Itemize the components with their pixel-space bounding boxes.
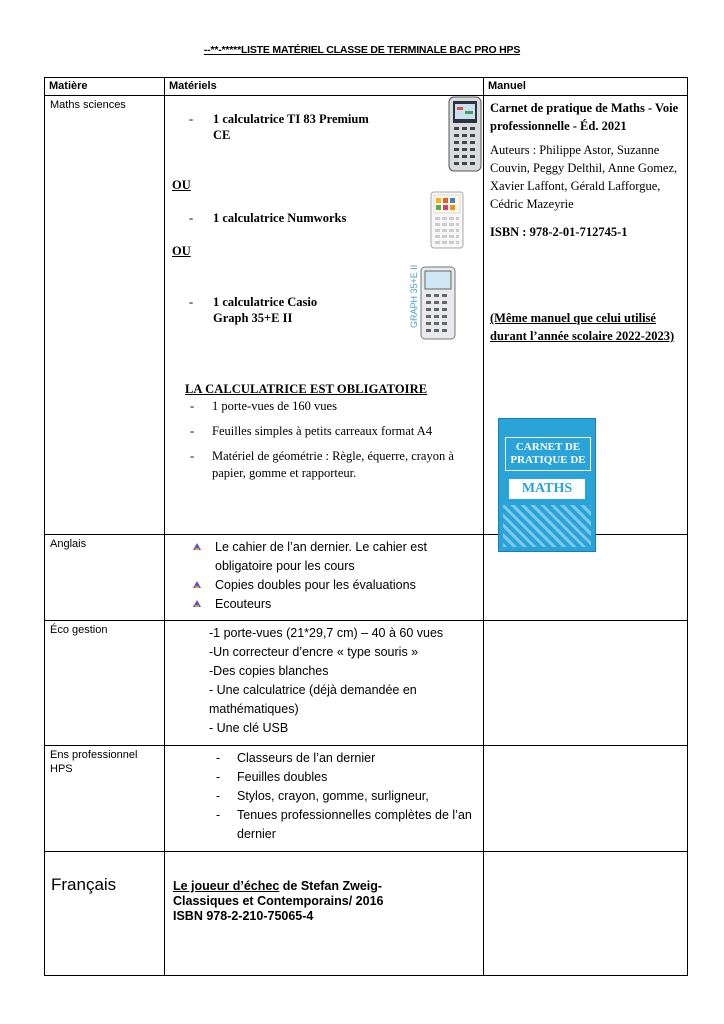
numworks-calculator-icon [430,191,464,249]
subject-ens: Ens professionnel HPS [45,746,165,852]
dash: - [189,295,194,309]
subject-maths: Maths sciences [45,96,165,535]
item-text: Le cahier de l’an dernier. Le cahier est obligatoire pour les cours [215,540,427,573]
list-item [216,749,473,768]
book-cover-title [505,437,591,471]
supplies-table [44,77,688,976]
manuel-note: (Même manuel que celui utilisé durant l’année scolaire 2022-2023) [490,311,675,343]
manuel-maths [484,96,688,535]
header-manuel: Manuel [484,78,688,96]
francais-book [173,879,384,924]
calc-casio [189,294,318,326]
list-item: -Un correcteur d’encre « type souris » [209,645,419,659]
list-item [190,423,477,440]
bullet-icon [193,543,201,550]
book-cover-image [498,418,596,552]
ens-items-list [216,749,473,844]
francais-author: de Stefan Zweig- [279,879,383,893]
item-text: 1 porte-vues de 160 vues [212,399,337,413]
calc-ti83 [189,111,369,143]
casio-calculator-icon [411,266,457,340]
manuel-info [490,99,686,343]
manuel-ens [484,746,688,852]
materiels-francais [165,852,484,976]
list-item [190,448,477,482]
materiels-ens [165,746,484,852]
calculator-mandatory-notice: LA CALCULATRICE EST OBLIGATOIRE [185,382,428,396]
manuel-eco [484,621,688,746]
calc-ti83-line2: CE [213,128,231,142]
ou-label-1: OU [172,178,191,192]
item-text: Classeurs de l’an dernier [237,751,376,765]
item-text: Matériel de géométrie : Règle, équerre, crayon à papier, gomme et rapporteur. [212,449,454,480]
anglais-items-list [215,538,470,614]
item-text: Copies doubles pour les évaluations [215,578,416,592]
header-matiere: Matière [45,78,165,96]
bullet-icon [193,581,201,588]
dash: - [190,449,195,463]
item-text: Ecouteurs [215,597,272,611]
francais-book-title: Le joueur d’échec [173,879,280,893]
list-item: mathématiques) [209,702,299,716]
subject-eco: Éco gestion [45,621,165,746]
list-item [216,787,473,806]
book-cover-line1: CARNET DE [515,441,581,453]
dash: - [216,770,221,784]
bullet-icon [193,600,201,607]
page-title: --**-*****LISTE MATÉRIEL CLASSE DE TERMINALE BAC PRO HPS [203,44,521,56]
manuel-title: Carnet de pratique de Maths - Voie professionnelle - Éd. 2021 [490,101,679,133]
item-text: Feuilles simples à petits carreaux format A4 [212,424,433,438]
list-item: -1 porte-vues (21*29,7 cm) – 40 à 60 vues [209,626,444,640]
row-francais [45,852,688,976]
book-cover-doodle [503,505,591,547]
ti83-calculator-icon [447,96,483,172]
dash: - [190,399,195,413]
header-materiels: Matériels [165,78,484,96]
list-item: -Des copies blanches [209,664,329,678]
list-item [215,595,470,614]
header-row [45,78,688,96]
manuel-authors: Auteurs : Philippe Astor, Suzanne Couvin, Peggy Delthil, Anne Gomez, Xavier Laffont, Gérald Lafforgue, Cédric Mazeyrie [490,143,678,211]
dash: - [216,751,221,765]
calc-ti83-line1: 1 calculatrice TI 83 Premium [213,112,369,126]
item-text: Feuilles doubles [237,770,328,784]
book-cover-maths: MATHS [509,479,585,499]
francais-isbn: ISBN 978-2-210-75065-4 [173,909,314,923]
calc-casio-line2: Graph 35+E II [213,311,293,325]
subject-francais: Français [45,852,165,976]
list-item [215,538,470,576]
list-item: - Une calculatrice (déjà demandée en [209,683,417,697]
dash: - [216,789,221,803]
manuel-isbn: ISBN : 978-2-01-712745-1 [490,225,628,239]
dash: - [216,808,221,822]
item-text: Stylos, crayon, gomme, surligneur, [237,789,429,803]
eco-items-list [209,624,443,738]
dash: - [189,211,194,225]
dash: - [189,112,194,126]
svg-text:GRAPH 35+E II: GRAPH 35+E II [409,264,419,328]
list-item [216,768,473,787]
materiels-anglais [165,535,484,621]
list-item [216,806,473,844]
row-eco [45,621,688,746]
row-ens [45,746,688,852]
materiels-maths [165,96,484,535]
list-item [215,576,470,595]
materiels-eco [165,621,484,746]
calc-numworks [189,210,347,226]
maths-items-list [190,398,477,490]
dash: - [190,424,195,438]
ou-label-2: OU [172,244,191,258]
list-item [190,398,477,415]
calc-casio-line1: 1 calculatrice Casio [213,295,318,309]
manuel-francais [484,852,688,976]
subject-anglais: Anglais [45,535,165,621]
francais-edition: Classiques et Contemporains/ 2016 [173,894,384,908]
calc-numworks-line: 1 calculatrice Numworks [213,211,347,225]
book-cover-line2: PRATIQUE DE [510,454,586,466]
row-maths [45,96,688,535]
list-item: - Une clé USB [209,721,289,735]
item-text: Tenues professionnelles complètes de l’an dernier [237,808,472,841]
